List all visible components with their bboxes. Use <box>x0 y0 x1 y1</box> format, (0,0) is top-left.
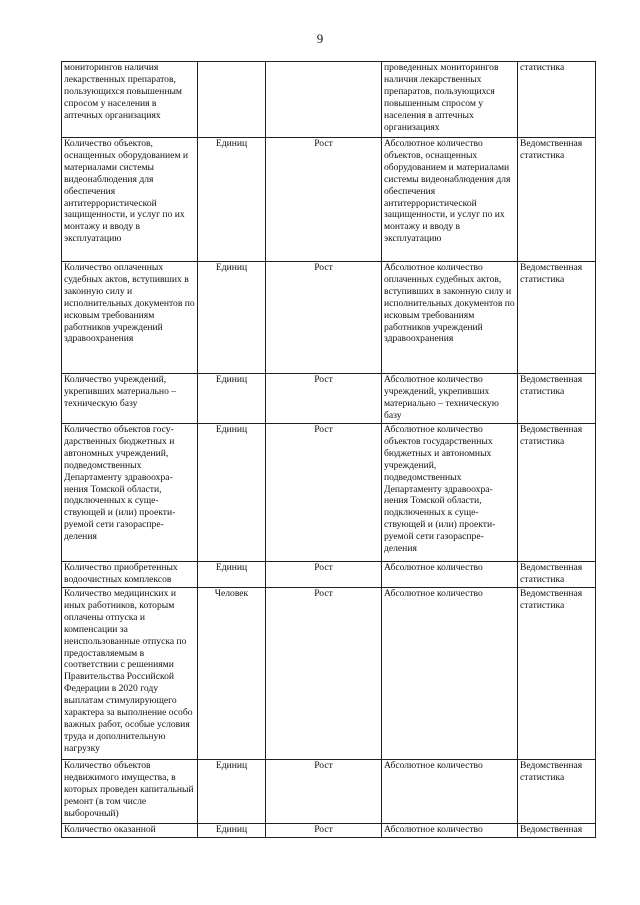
trend-cell: Рост <box>266 760 382 824</box>
source-cell: Ведомственная статистика <box>518 374 596 424</box>
table-row <box>62 824 596 838</box>
trend-cell: Рост <box>266 262 382 374</box>
page-number: 9 <box>316 31 324 46</box>
unit-cell: Единиц <box>198 374 266 424</box>
indicator-name-cell: Количество объектов, оснащенных оборудованием и материалами системы видеонаблюдения для обеспечения антитеррористической защищенности, и услуг по их монтажу и вводу в эксплуатацию <box>62 138 198 262</box>
indicator-name-cell: Количество объектов госу-дарственных бюджетных и автономных учреждений, подведомственных Департаменту здравоохра-нения Томской области, подключенных к суще-ствующей и (или) проекти-руемой сети газораспре-деления <box>62 424 198 562</box>
method-cell: Абсолютное количество <box>382 824 518 838</box>
table-row <box>62 62 596 138</box>
indicator-name-cell: Количество объектов недвижимого имущества, в которых проведен капитальный ремонт (в том числе выборочный) <box>62 760 198 824</box>
indicators-table <box>61 61 596 838</box>
indicator-name-cell: Количество медицинских и иных работников, которым оплачены отпуска и компенсации за неиспользованные отпуска по предоставляемым в соответствии с решениями Правительства Российской Федерации в 2020 году выплатам стимулирующего характера за выполнение особо важных работ, особые условия труда и дополнительную нагрузку <box>62 588 198 760</box>
method-cell: Абсолютное количество <box>382 760 518 824</box>
trend-cell: Рост <box>266 374 382 424</box>
table-row <box>62 374 596 424</box>
source-cell: статистика <box>518 62 596 138</box>
source-cell: Ведомственная <box>518 824 596 838</box>
indicator-name-cell: Количество учреждений, укрепивших материально – техническую базу <box>62 374 198 424</box>
indicator-name-cell: мониторингов наличия лекарственных препаратов, пользующихся повышенным спросом у населения в аптечных организациях <box>62 62 198 138</box>
method-cell: Абсолютное количество <box>382 562 518 588</box>
trend-cell <box>266 62 382 138</box>
table-row <box>62 262 596 374</box>
source-cell: Ведомственная статистика <box>518 424 596 562</box>
table-row <box>62 562 596 588</box>
unit-cell: Единиц <box>198 138 266 262</box>
unit-cell: Единиц <box>198 424 266 562</box>
method-cell: проведенных мониторингов наличия лекарственных препаратов, пользующихся повышенным спросом у населения в аптечных организациях <box>382 62 518 138</box>
indicator-name-cell: Количество приобретенных водоочистных комплексов <box>62 562 198 588</box>
table-row <box>62 588 596 760</box>
method-cell: Абсолютное количество <box>382 588 518 760</box>
indicator-name-cell: Количество оказанной <box>62 824 198 838</box>
unit-cell: Единиц <box>198 760 266 824</box>
method-cell: Абсолютное количество объектов государственных бюджетных и автономных учреждений, подведомственных Департаменту здравоохра-нения Томской области, подключенных к суще-ствующей и (или) проекти-руемой сети газораспре-деления <box>382 424 518 562</box>
indicator-name-cell: Количество оплаченных судебных актов, вступивших в законную силу и исполнительных документов по исковым требованиям работников учреждений здравоохранения <box>62 262 198 374</box>
unit-cell: Единиц <box>198 262 266 374</box>
source-cell: Ведомственная статистика <box>518 562 596 588</box>
source-cell: Ведомственная статистика <box>518 262 596 374</box>
source-cell: Ведомственная статистика <box>518 588 596 760</box>
table-row <box>62 138 596 262</box>
trend-cell: Рост <box>266 588 382 760</box>
method-cell: Абсолютное количество объектов, оснащенных оборудованием и материалами системы видеонаблюдения для обеспечения антитеррористической защищенности, и услуг по их монтажу и вводу в эксплуатацию <box>382 138 518 262</box>
table-row <box>62 760 596 824</box>
unit-cell <box>198 62 266 138</box>
unit-cell: Человек <box>198 588 266 760</box>
method-cell: Абсолютное количество оплаченных судебных актов, вступивших в законную силу и исполнительных документов по исковым требованиям работников учреждений здравоохранения <box>382 262 518 374</box>
unit-cell: Единиц <box>198 824 266 838</box>
trend-cell: Рост <box>266 562 382 588</box>
source-cell: Ведомственная статистика <box>518 138 596 262</box>
source-cell: Ведомственная статистика <box>518 760 596 824</box>
trend-cell: Рост <box>266 824 382 838</box>
unit-cell: Единиц <box>198 562 266 588</box>
table-row <box>62 424 596 562</box>
trend-cell: Рост <box>266 138 382 262</box>
method-cell: Абсолютное количество учреждений, укрепивших материально – техническую базу <box>382 374 518 424</box>
trend-cell: Рост <box>266 424 382 562</box>
